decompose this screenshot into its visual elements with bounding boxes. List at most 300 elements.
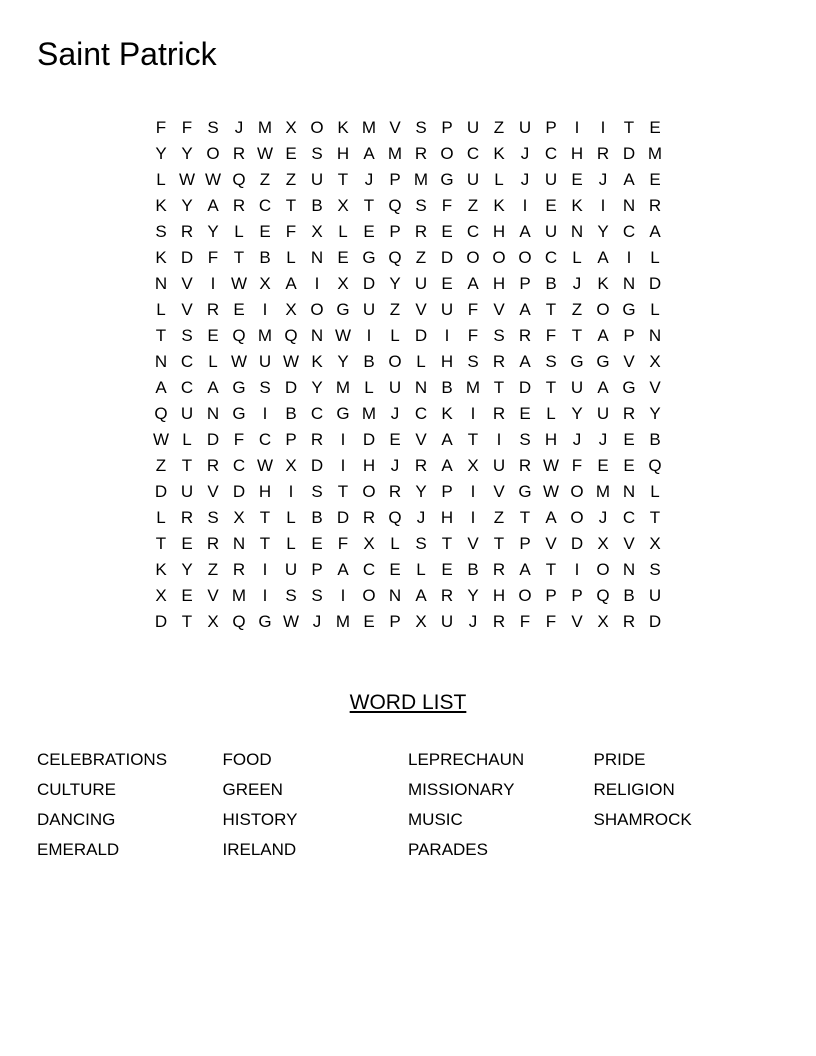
grid-letter: I	[522, 196, 528, 215]
grid-letter: C	[180, 352, 194, 371]
grid-letter: I	[600, 196, 606, 215]
grid-letter: I	[574, 560, 580, 579]
grid-letter: G	[336, 404, 350, 423]
grid-letter: T	[337, 170, 349, 189]
grid-letter: J	[416, 508, 426, 527]
word-list-column	[223, 745, 409, 865]
grid-row	[148, 609, 668, 635]
grid-letter: E	[545, 196, 557, 215]
grid-letter: V	[181, 300, 193, 319]
grid-letter: M	[231, 586, 247, 605]
grid-letter: T	[259, 508, 271, 527]
grid-letter: F	[519, 612, 531, 631]
grid-letter: W	[334, 326, 352, 345]
grid-letter: Y	[571, 404, 583, 423]
grid-letter: L	[390, 326, 400, 345]
grid-row	[148, 505, 668, 531]
grid-letter: Y	[597, 222, 609, 241]
grid-letter: I	[262, 560, 268, 579]
grid-letter: I	[496, 430, 502, 449]
grid-letter: R	[362, 508, 376, 527]
grid-letter: Q	[232, 170, 246, 189]
grid-letter: M	[335, 378, 351, 397]
grid-letter: Z	[493, 118, 505, 137]
grid-letter: V	[649, 378, 661, 397]
grid-letter: S	[545, 352, 557, 371]
grid-letter: D	[284, 378, 298, 397]
grid-letter: W	[152, 430, 170, 449]
grid-letter: K	[571, 196, 583, 215]
grid-letter: P	[623, 326, 635, 345]
grid-letter: F	[467, 300, 479, 319]
grid-letter: P	[389, 170, 401, 189]
grid-letter: T	[285, 196, 297, 215]
grid-letter: I	[574, 118, 580, 137]
word-search-grid	[148, 115, 668, 635]
grid-letter: Y	[207, 222, 219, 241]
grid-letter: S	[311, 144, 323, 163]
word-list-item: CELEBRATIONS	[37, 750, 168, 769]
grid-letter: U	[518, 118, 532, 137]
grid-row	[148, 479, 668, 505]
grid-letter: M	[465, 378, 481, 397]
grid-letter: J	[598, 170, 608, 189]
grid-row	[148, 271, 668, 297]
grid-letter: U	[310, 170, 324, 189]
grid-letter: A	[519, 352, 531, 371]
grid-letter: Y	[311, 378, 323, 397]
grid-letter: I	[600, 118, 606, 137]
grid-row	[148, 323, 668, 349]
grid-letter: D	[310, 456, 324, 475]
grid-letter: V	[207, 482, 219, 501]
grid-letter: E	[389, 560, 401, 579]
grid-letter: D	[440, 248, 454, 267]
grid-letter: V	[467, 534, 479, 553]
grid-letter: I	[626, 248, 632, 267]
grid-letter: U	[466, 170, 480, 189]
grid-letter: N	[622, 560, 636, 579]
grid-letter: S	[311, 482, 323, 501]
word-list-column	[408, 745, 594, 865]
grid-letter: K	[493, 144, 505, 163]
grid-letter: N	[622, 482, 636, 501]
grid-letter: L	[494, 170, 504, 189]
grid-letter: N	[310, 248, 324, 267]
grid-letter: Q	[388, 196, 402, 215]
grid-row	[148, 427, 668, 453]
grid-letter: B	[259, 248, 271, 267]
grid-letter: A	[337, 560, 349, 579]
grid-letter: S	[415, 196, 427, 215]
grid-letter: M	[257, 326, 273, 345]
grid-letter: Z	[493, 508, 505, 527]
grid-letter: G	[622, 300, 636, 319]
grid-row	[148, 193, 668, 219]
grid-letter: F	[571, 456, 583, 475]
grid-letter: R	[492, 404, 506, 423]
grid-row	[148, 115, 668, 141]
grid-letter: R	[518, 456, 532, 475]
grid-letter: I	[262, 404, 268, 423]
grid-letter: B	[649, 430, 661, 449]
grid-letter: S	[155, 222, 167, 241]
grid-letter: L	[234, 222, 244, 241]
grid-letter: X	[597, 612, 609, 631]
grid-letter: V	[415, 300, 427, 319]
grid-letter: X	[311, 222, 323, 241]
grid-letter: V	[415, 430, 427, 449]
grid-letter: G	[362, 248, 376, 267]
grid-letter: L	[416, 560, 426, 579]
grid-letter: H	[440, 508, 454, 527]
grid-letter: T	[441, 534, 453, 553]
grid-letter: U	[440, 612, 454, 631]
grid-letter: O	[570, 482, 584, 501]
grid-letter: A	[441, 456, 453, 475]
grid-letter: J	[520, 170, 530, 189]
grid-letter: X	[207, 612, 219, 631]
grid-letter: U	[414, 274, 428, 293]
word-list-heading: WORD LIST	[349, 691, 467, 714]
grid-letter: E	[441, 274, 453, 293]
grid-letter: V	[181, 274, 193, 293]
grid-letter: Q	[596, 586, 610, 605]
word-list-item: PARADES	[408, 840, 488, 859]
grid-letter: L	[286, 248, 296, 267]
grid-letter: O	[388, 352, 402, 371]
grid-letter: E	[389, 430, 401, 449]
grid-letter: Y	[415, 482, 427, 501]
word-list-item: FOOD	[222, 750, 272, 769]
grid-letter: B	[363, 352, 375, 371]
grid-letter: W	[230, 274, 248, 293]
grid-letter: S	[415, 534, 427, 553]
grid-letter: R	[622, 404, 636, 423]
grid-letter: L	[286, 534, 296, 553]
grid-letter: S	[285, 586, 297, 605]
grid-letter: R	[414, 456, 428, 475]
grid-letter: J	[598, 508, 608, 527]
grid-letter: U	[466, 118, 480, 137]
grid-letter: A	[207, 378, 219, 397]
grid-letter: C	[466, 144, 480, 163]
grid-letter: L	[572, 248, 582, 267]
grid-letter: H	[362, 456, 376, 475]
grid-row	[148, 583, 668, 609]
grid-letter: U	[388, 378, 402, 397]
grid-letter: A	[519, 560, 531, 579]
grid-letter: X	[415, 612, 427, 631]
grid-letter: Q	[388, 508, 402, 527]
grid-letter: D	[180, 248, 194, 267]
grid-letter: A	[155, 378, 167, 397]
grid-letter: N	[388, 586, 402, 605]
grid-letter: K	[311, 352, 323, 371]
grid-letter: U	[596, 404, 610, 423]
grid-letter: U	[648, 586, 662, 605]
word-list-item: CULTURE	[37, 780, 117, 799]
grid-letter: J	[520, 144, 530, 163]
grid-letter: O	[440, 144, 454, 163]
grid-row	[148, 297, 668, 323]
grid-letter: H	[492, 274, 506, 293]
grid-letter: J	[572, 430, 582, 449]
grid-letter: W	[282, 612, 300, 631]
grid-letter: C	[258, 430, 272, 449]
grid-letter: P	[311, 560, 323, 579]
grid-letter: T	[337, 482, 349, 501]
grid-letter: C	[544, 144, 558, 163]
grid-letter: Q	[232, 612, 246, 631]
grid-letter: C	[180, 378, 194, 397]
grid-letter: E	[259, 222, 271, 241]
grid-letter: Z	[155, 456, 167, 475]
grid-letter: Y	[181, 196, 193, 215]
grid-letter: X	[155, 586, 167, 605]
grid-letter: T	[545, 560, 557, 579]
grid-letter: Q	[154, 404, 168, 423]
grid-letter: L	[182, 430, 192, 449]
grid-letter: A	[623, 170, 635, 189]
grid-letter: R	[388, 482, 402, 501]
grid-letter: Z	[207, 560, 219, 579]
grid-letter: E	[233, 300, 245, 319]
grid-letter: D	[570, 534, 584, 553]
grid-letter: F	[467, 326, 479, 345]
grid-letter: X	[649, 534, 661, 553]
grid-letter: T	[467, 430, 479, 449]
grid-letter: H	[258, 482, 272, 501]
grid-letter: R	[648, 196, 662, 215]
grid-letter: S	[181, 326, 193, 345]
grid-letter: L	[364, 378, 374, 397]
grid-letter: O	[492, 248, 506, 267]
grid-letter: R	[414, 144, 428, 163]
grid-letter: I	[366, 326, 372, 345]
grid-letter: C	[544, 248, 558, 267]
grid-letter: E	[571, 170, 583, 189]
word-list-item: LEPRECHAUN	[408, 750, 525, 769]
grid-letter: S	[207, 118, 219, 137]
grid-letter: E	[363, 612, 375, 631]
grid-letter: O	[310, 118, 324, 137]
grid-letter: C	[466, 222, 480, 241]
grid-letter: J	[312, 612, 322, 631]
grid-letter: R	[206, 534, 220, 553]
grid-letter: F	[441, 196, 453, 215]
grid-letter: U	[440, 300, 454, 319]
grid-letter: I	[210, 274, 216, 293]
grid-letter: I	[470, 508, 476, 527]
grid-letter: H	[492, 586, 506, 605]
grid-letter: M	[361, 404, 377, 423]
grid-letter: A	[649, 222, 661, 241]
grid-letter: Y	[181, 144, 193, 163]
grid-letter: D	[154, 482, 168, 501]
grid-letter: E	[441, 560, 453, 579]
grid-letter: N	[622, 274, 636, 293]
grid-letter: B	[545, 274, 557, 293]
grid-letter: O	[596, 560, 610, 579]
grid-letter: N	[206, 404, 220, 423]
grid-letter: M	[335, 612, 351, 631]
grid-letter: P	[545, 586, 557, 605]
grid-letter: T	[545, 300, 557, 319]
grid-letter: P	[441, 118, 453, 137]
grid-letter: R	[492, 560, 506, 579]
word-list-column	[594, 745, 780, 865]
grid-letter: P	[389, 222, 401, 241]
grid-letter: O	[518, 586, 532, 605]
word-list-item: PRIDE	[593, 750, 646, 769]
grid-letter: B	[441, 378, 453, 397]
grid-letter: Q	[232, 326, 246, 345]
grid-letter: I	[340, 430, 346, 449]
grid-letter: D	[232, 482, 246, 501]
grid-letter: W	[256, 456, 274, 475]
grid-letter: S	[259, 378, 271, 397]
grid-letter: H	[440, 352, 454, 371]
grid-letter: D	[362, 274, 376, 293]
grid-letter: R	[622, 612, 636, 631]
grid-letter: M	[257, 118, 273, 137]
grid-row	[148, 245, 668, 271]
grid-letter: O	[206, 144, 220, 163]
grid-row	[148, 219, 668, 245]
grid-letter: H	[336, 144, 350, 163]
grid-letter: O	[570, 508, 584, 527]
grid-letter: E	[207, 326, 219, 345]
grid-letter: Z	[285, 170, 297, 189]
grid-letter: X	[597, 534, 609, 553]
grid-letter: L	[416, 352, 426, 371]
grid-letter: T	[519, 508, 531, 527]
grid-letter: I	[262, 300, 268, 319]
grid-letter: L	[156, 508, 166, 527]
grid-letter: Z	[389, 300, 401, 319]
grid-letter: V	[623, 352, 635, 371]
grid-letter: F	[155, 118, 167, 137]
grid-letter: J	[598, 430, 608, 449]
grid-letter: X	[285, 118, 297, 137]
grid-letter: G	[440, 170, 454, 189]
grid-letter: B	[285, 404, 297, 423]
grid-letter: H	[570, 144, 584, 163]
grid-letter: R	[232, 560, 246, 579]
grid-letter: D	[336, 508, 350, 527]
grid-letter: X	[285, 300, 297, 319]
grid-letter: P	[389, 612, 401, 631]
grid-letter: R	[310, 430, 324, 449]
grid-letter: T	[181, 456, 193, 475]
grid-letter: X	[363, 534, 375, 553]
grid-letter: F	[207, 248, 219, 267]
grid-letter: E	[441, 222, 453, 241]
grid-letter: R	[180, 508, 194, 527]
grid-letter: K	[597, 274, 609, 293]
grid-letter: A	[207, 196, 219, 215]
grid-letter: S	[467, 352, 479, 371]
grid-letter: A	[597, 248, 609, 267]
grid-letter: B	[311, 508, 323, 527]
grid-letter: R	[206, 300, 220, 319]
grid-letter: W	[204, 170, 222, 189]
grid-letter: P	[545, 118, 557, 137]
grid-letter: U	[570, 378, 584, 397]
grid-letter: E	[363, 222, 375, 241]
grid-letter: W	[282, 352, 300, 371]
grid-letter: R	[518, 326, 532, 345]
grid-letter: E	[623, 430, 635, 449]
grid-letter: C	[232, 456, 246, 475]
grid-letter: F	[181, 118, 193, 137]
grid-letter: A	[467, 274, 479, 293]
grid-letter: L	[390, 534, 400, 553]
grid-letter: K	[155, 196, 167, 215]
grid-letter: V	[389, 118, 401, 137]
grid-letter: E	[519, 404, 531, 423]
grid-letter: I	[444, 326, 450, 345]
grid-letter: V	[545, 534, 557, 553]
grid-letter: T	[155, 326, 167, 345]
grid-letter: D	[206, 430, 220, 449]
grid-row	[148, 141, 668, 167]
grid-letter: R	[596, 144, 610, 163]
grid-letter: A	[363, 144, 375, 163]
grid-letter: R	[440, 586, 454, 605]
grid-row	[148, 375, 668, 401]
grid-letter: A	[519, 300, 531, 319]
grid-letter: C	[414, 404, 428, 423]
grid-letter: F	[545, 326, 557, 345]
grid-letter: A	[285, 274, 297, 293]
grid-letter: I	[470, 482, 476, 501]
grid-letter: C	[362, 560, 376, 579]
grid-letter: F	[233, 430, 245, 449]
word-list-column	[37, 745, 223, 865]
grid-letter: I	[314, 274, 320, 293]
grid-letter: F	[285, 222, 297, 241]
grid-row	[148, 349, 668, 375]
grid-letter: R	[232, 196, 246, 215]
grid-letter: I	[470, 404, 476, 423]
grid-letter: D	[648, 274, 662, 293]
grid-letter: E	[649, 118, 661, 137]
grid-letter: Z	[415, 248, 427, 267]
grid-letter: T	[623, 118, 635, 137]
grid-letter: Y	[155, 144, 167, 163]
grid-letter: X	[259, 274, 271, 293]
grid-letter: T	[493, 534, 505, 553]
grid-letter: P	[285, 430, 297, 449]
grid-letter: T	[181, 612, 193, 631]
grid-letter: R	[206, 456, 220, 475]
grid-letter: U	[180, 482, 194, 501]
word-list-item: DANCING	[37, 810, 116, 829]
grid-letter: J	[390, 404, 400, 423]
grid-letter: W	[256, 144, 274, 163]
grid-letter: X	[285, 456, 297, 475]
grid-letter: N	[154, 352, 168, 371]
grid-letter: K	[441, 404, 453, 423]
grid-letter: J	[572, 274, 582, 293]
grid-row	[148, 401, 668, 427]
grid-letter: X	[337, 274, 349, 293]
grid-letter: O	[362, 586, 376, 605]
grid-letter: C	[310, 404, 324, 423]
grid-letter: P	[519, 534, 531, 553]
